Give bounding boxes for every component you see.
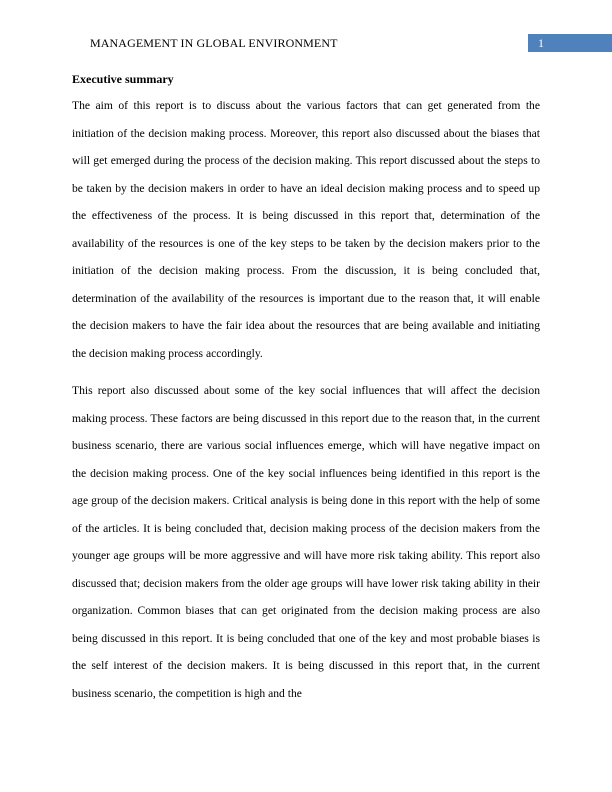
header-title: MANAGEMENT IN GLOBAL ENVIRONMENT (90, 36, 338, 50)
document-body (72, 70, 540, 707)
page-number-badge: 1 (528, 34, 612, 52)
page-header (0, 34, 612, 52)
paragraph-1: The aim of this report is to discuss about the various factors that can get generated from the initiation of the decision making process. Moreover, this report also discussed about the biases that will get emerged during the process of the decision making. This report discussed about the steps to be taken by the decision makers in order to have an ideal decision making process and to speed up the effectiveness of the process. It is being discussed in this report that, determination of the availability of the resources is one of the key steps to be taken by the decision makers prior to the initiation of the decision making process. From the discussion, it is being concluded that, determination of the availability of the resources is important due to the reason that, it will enable the decision makers to have the fair idea about the resources that are being available and initiating the decision making process accordingly. (72, 99, 540, 360)
paragraph-2: This report also discussed about some of the key social influences that will affect the decision making process. These factors are being discussed in this report due to the reason that, in the current business scenario, there are various social influences emerge, which will have negative impact on the decision making process. One of the key social influences being identified in this report is the age group of the decision makers. Critical analysis is being done in this report with the help of some of the articles. It is being concluded that, decision making process of the decision makers from the younger age groups will be more aggressive and will have more risk taking ability. This report also discussed that; decision makers from the older age groups will have lower risk taking ability in their organization. Common biases that can get originated from the decision making process are also being discussed in this report. It is being concluded that one of the key and most probable biases is the self interest of the decision makers. It is being discussed in this report that, in the current business scenario, the competition is high and the (72, 384, 540, 700)
section-heading: Executive summary (72, 72, 174, 86)
